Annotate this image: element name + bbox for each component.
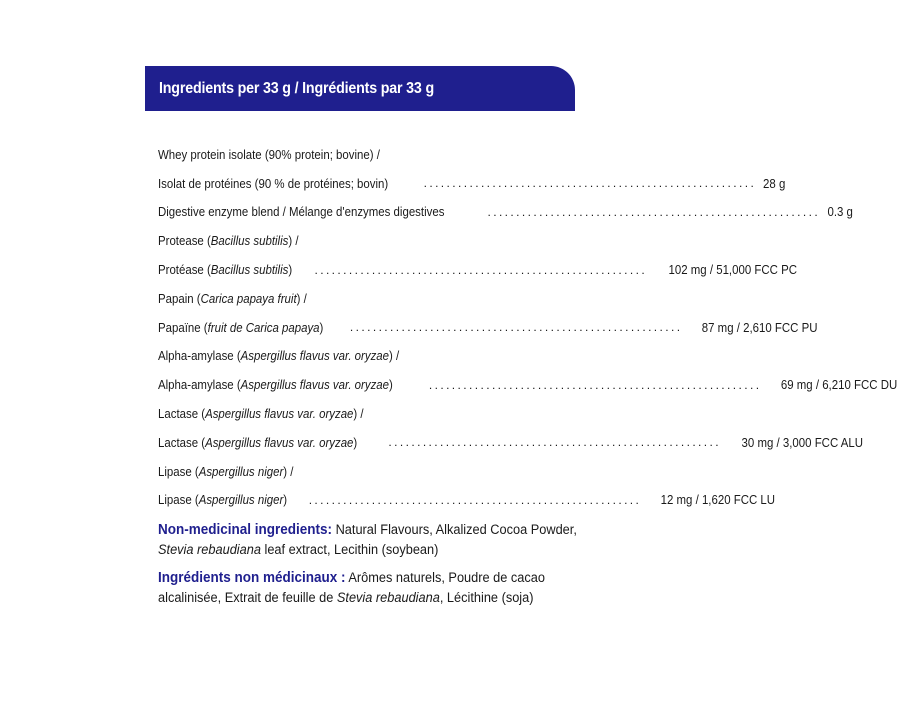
ingredient-row [158,342,568,371]
leader-dots: .......................................................... [428,377,762,392]
ingredient-label: Lactase (Aspergillus flavus var. oryzae) [158,434,358,450]
non-medicinal-fr-heading: Ingrédients non médicinaux : [158,569,346,586]
non-medicinal-en: Non-medicinal ingredients: Natural Flavours, Alkalized Cocoa Powder, Stevia rebaudiana leaf extract, Lecithin (soybean) [158,521,577,558]
ingredient-label: Papain (Carica papaya fruit) / [158,290,307,306]
leader-dots: .......................................................... [349,320,683,335]
header-title: Ingredients per 33 g / Ingrédients par 33 g [159,79,434,97]
ingredient-label: Digestive enzyme blend / Mélange d'enzymes digestives [158,204,445,220]
ingredient-row [158,255,798,284]
ingredient-label: Lactase (Aspergillus flavus var. oryzae) / [158,406,364,422]
ingredient-row [158,198,853,227]
ingredient-row [158,226,568,255]
ingredient-row [158,457,568,486]
ingredient-label: Alpha-amylase (Aspergillus flavus var. oryzae) / [158,348,400,364]
ingredient-label: Papaïne (fruit de Carica papaya) [158,319,324,335]
leader-dots: .......................................................... [388,435,721,450]
non-medicinal-ingredients [158,520,578,616]
ingredient-amount: 69 mg / 6,210 FCC DU [781,377,898,393]
ingredient-row [158,169,786,198]
ingredient-row [158,313,818,342]
ingredient-amount: 28 g [763,175,786,191]
non-medicinal-en-heading: Non-medicinal ingredients: [158,521,333,538]
ingredient-label: Isolat de protéines (90 % de protéines; bovin) [158,175,389,191]
leader-dots: .......................................................... [308,492,642,507]
ingredient-row [158,428,864,457]
ingredient-amount: 87 mg / 2,610 FCC PU [702,319,818,335]
ingredient-label: Alpha-amylase (Aspergillus flavus var. oryzae) [158,377,393,393]
ingredient-row [158,284,568,313]
ingredients-header [145,66,575,111]
ingredient-row [158,370,898,399]
non-medicinal-fr: Ingrédients non médicinaux : Arômes naturels, Poudre de cacao alcalinisée, Extrait de feuille de Stevia rebaudiana, Lécithine (soja) [158,569,545,606]
ingredient-label: Protéase (Bacillus subtilis) [158,262,293,278]
ingredient-row [158,399,568,428]
ingredient-row [158,140,568,169]
ingredient-row [158,486,776,515]
ingredient-amount: 12 mg / 1,620 FCC LU [660,492,776,508]
leader-dots: .......................................................... [423,176,757,191]
ingredient-amount: 30 mg / 3,000 FCC ALU [741,434,864,450]
ingredient-label: Whey protein isolate (90% protein; bovine) / [158,146,380,162]
leader-dots: .......................................................... [314,262,648,277]
ingredient-amount: 102 mg / 51,000 FCC PC [668,262,798,278]
ingredient-label: Lipase (Aspergillus niger) / [158,463,294,479]
leader-dots: .......................................................... [487,204,821,219]
ingredient-label: Lipase (Aspergillus niger) [158,492,288,508]
ingredient-amount: 0.3 g [827,204,853,220]
ingredients-list [158,140,898,514]
ingredient-label: Protease (Bacillus subtilis) / [158,233,299,249]
